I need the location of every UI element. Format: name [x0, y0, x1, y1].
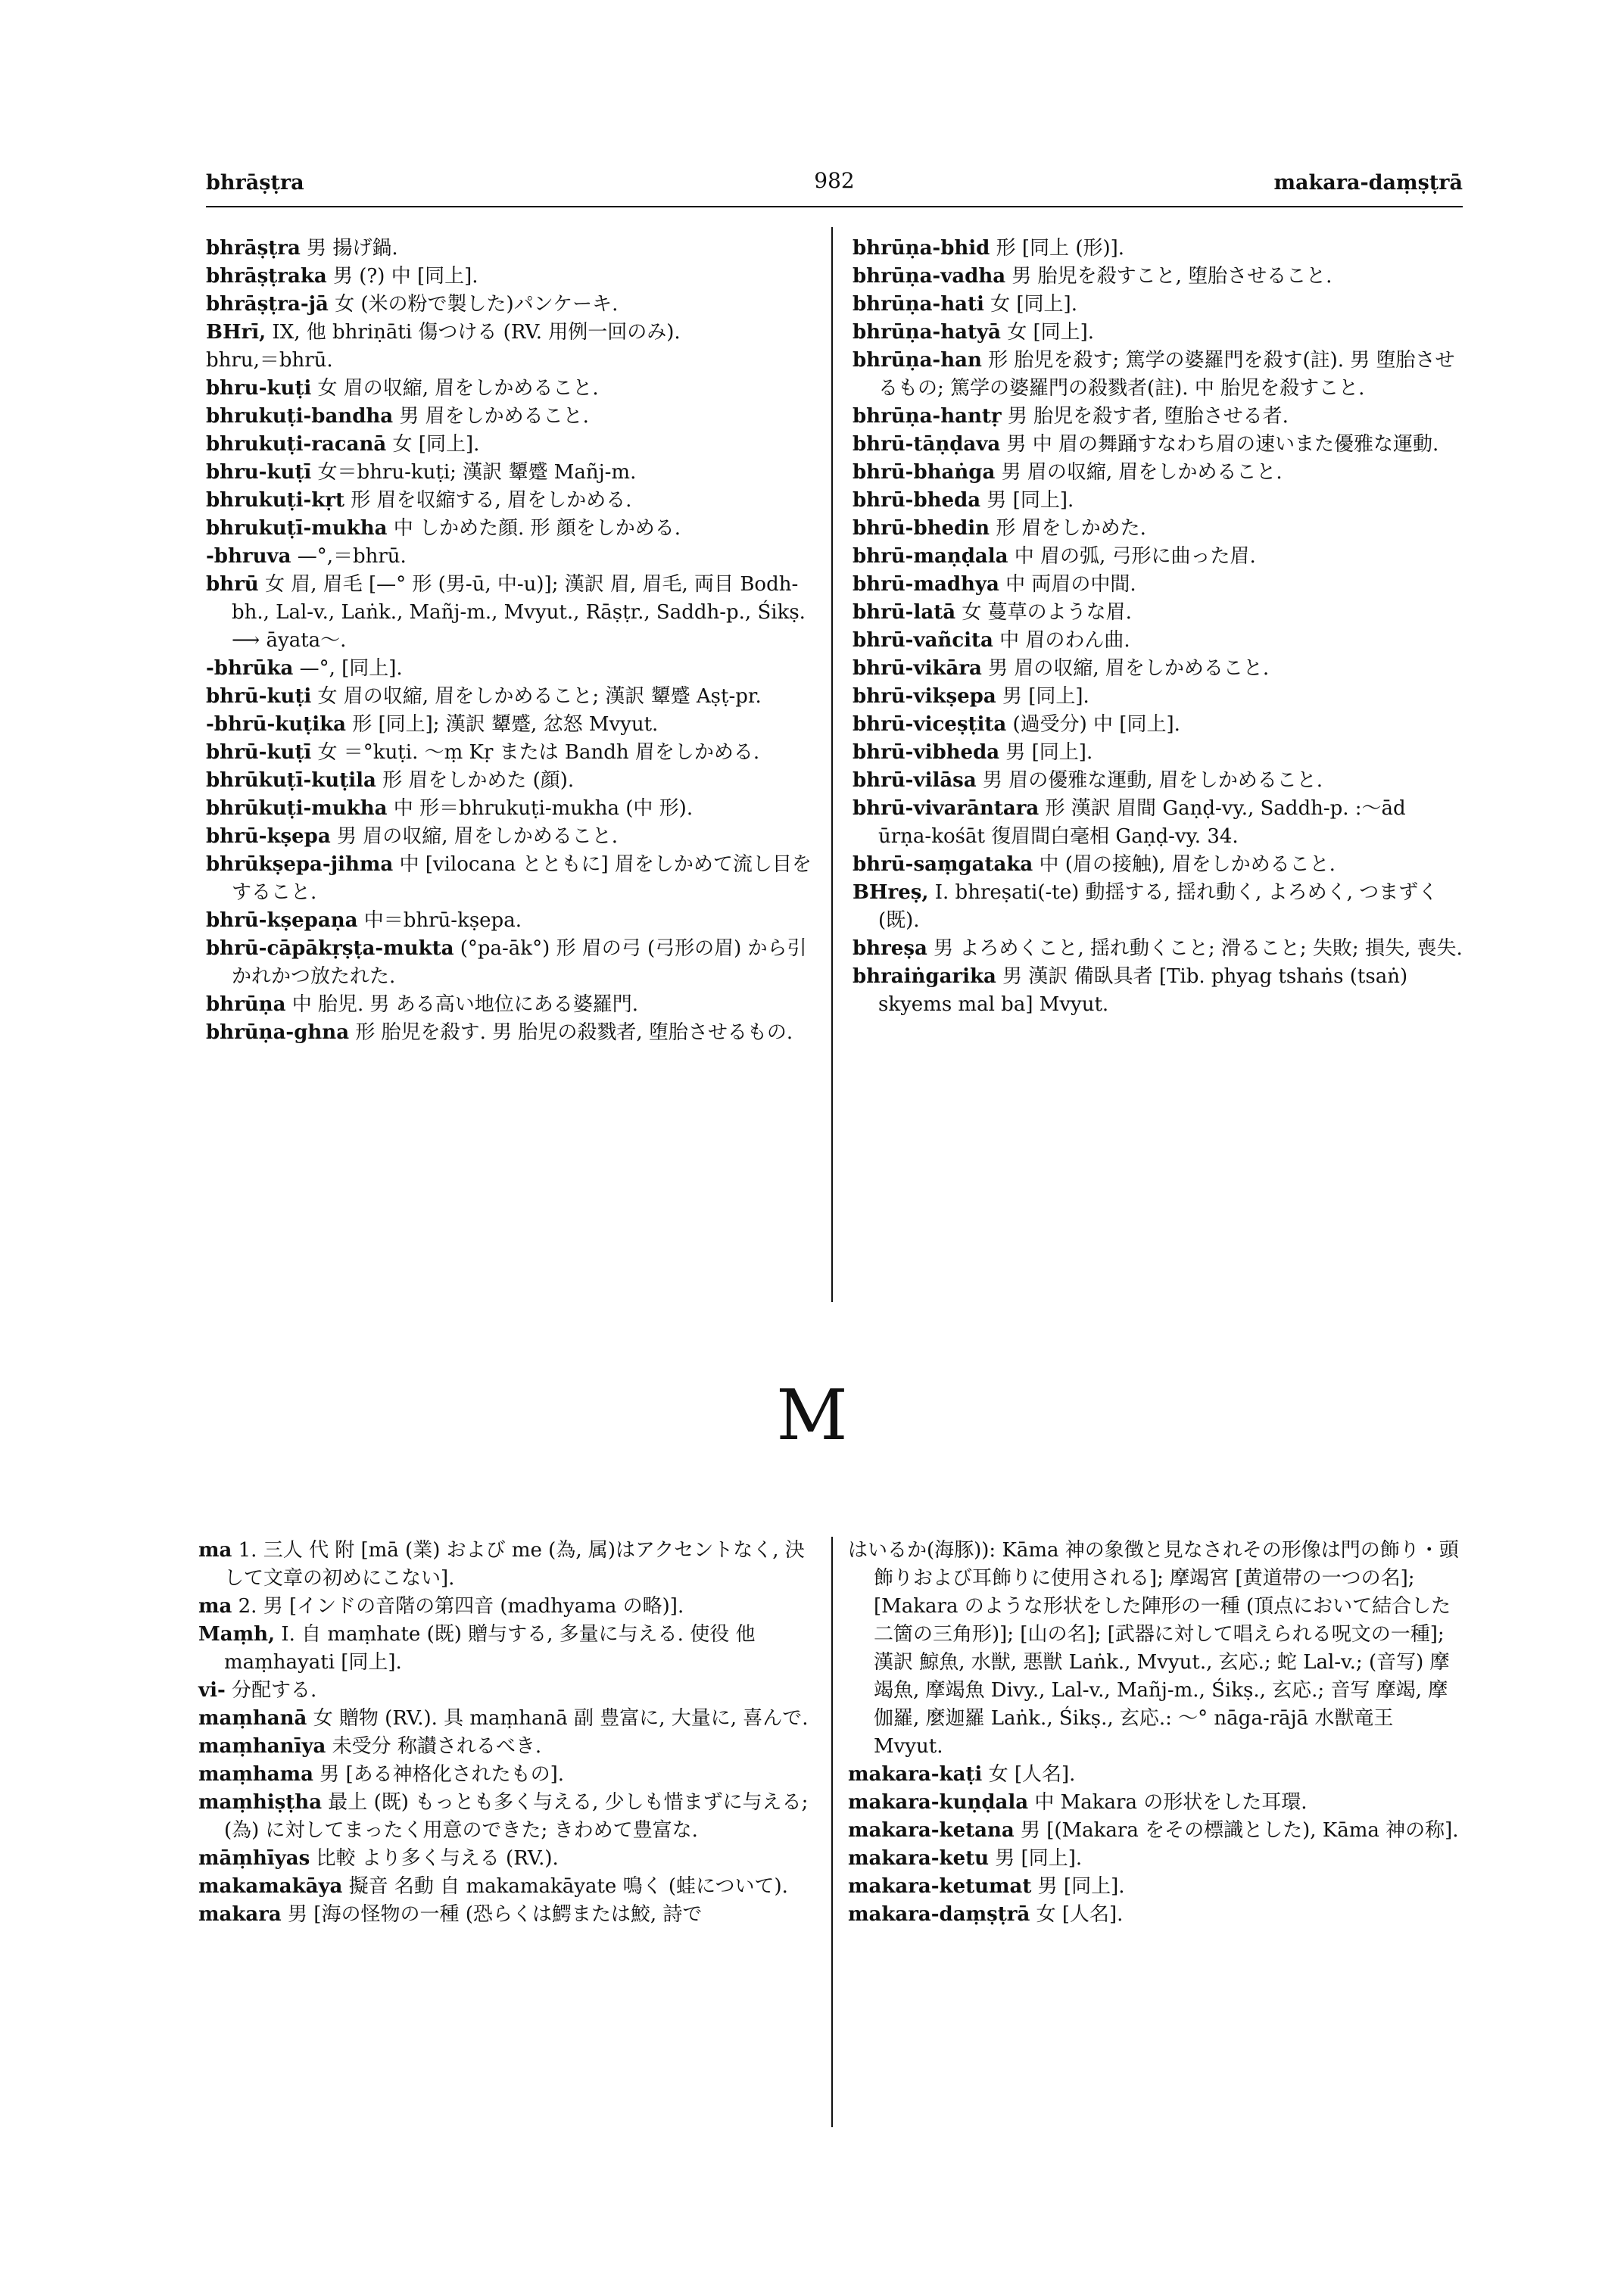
dictionary-entry: bhrūṇa-bhid 形 [同上 (形)].: [853, 237, 1125, 260]
dictionary-entry: bhrū-kuṭi 女 眉の収縮, 眉をしかめること; 漢訳 顰蹙 Aṣṭ-pr.: [206, 685, 762, 708]
dictionary-entry: bhrū-vibheda 男 [同上].: [853, 741, 1093, 764]
dictionary-entry: bhrū-bhaṅga 男 眉の収縮, 眉をしかめること.: [853, 461, 1283, 484]
dictionary-entry: bhrū-vivarāntara 形 漢訳 眉間 Gaṇḍ-vy., Saddh-p. :～ād ūrṇa-kośāt 復眉間白毫相 Gaṇḍ-vy. 34.: [853, 797, 1406, 848]
dictionary-entry: maṃhanīya 未受分 称讃されるべき.: [198, 1735, 542, 1758]
dictionary-entry: maṃhiṣṭha 最上 (既) もっとも多く与える, 少しも惜まずに与える; (為) に対してまったく用意のできた; きわめて豊富な.: [198, 1791, 809, 1842]
dictionary-entry: bhrūṇa-hatyā 女 [同上].: [853, 321, 1095, 344]
dictionary-entry: bhrū-latā 女 蔓草のような眉.: [853, 601, 1132, 624]
dictionary-entry: bhrūṇa 中 胎児. 男 ある高い地位にある婆羅門.: [206, 993, 639, 1016]
dictionary-entry: はいるか(海豚)): Kāma 神の象徴と見なされその形像は門の飾り・頭飾りおよび耳飾りに使用される]; 摩竭宮 [黄道帯の一つの名]; [Makara のような形状をした陣形の一種 (頂点において結合した二箇の三角形)]; [山の名]; [武器に対して唱えられる呪文の一種]; 漢訳 鯨魚, 水獣, 悪獣 Laṅk., Mvyut., 玄応.; 蛇 Lal-v.; (音写) 摩竭魚, 摩竭魚 Divy., Lal-v., Mañj-m., Śikṣ., 玄応.; 音写 摩竭, 摩伽羅, 麼迦羅 Laṅk., Śikṣ., 玄応.: ～° nāga-rājā 水獣竜王 Mvyut.: [848, 1539, 1459, 1758]
dictionary-entry: bhrū-vañcita 中 眉のわん曲.: [853, 629, 1130, 652]
dictionary-entry: Maṃh, I. 自 maṃhate (既) 贈与する, 多量に与える. 使役 他 maṃhayati [同上].: [198, 1623, 756, 1674]
top-right-column: [853, 235, 1463, 1019]
dictionary-entry: bhrāṣṭra 男 揚げ鍋.: [206, 237, 398, 260]
dictionary-entry: ma 2. 男 [インドの音階の第四音 (madhyama の略)].: [198, 1595, 684, 1618]
dictionary-entry: bhru-kuṭī 女＝bhru-kuṭi; 漢訳 顰蹙 Mañj-m.: [206, 461, 637, 484]
dictionary-entry: bhrū-bheda 男 [同上].: [853, 489, 1074, 512]
dictionary-entry: bhrūṇa-vadha 男 胎児を殺すこと, 堕胎させること.: [853, 265, 1333, 288]
dictionary-entry: maṃhama 男 [ある神格化されたもの].: [198, 1763, 565, 1786]
dictionary-entry: -bhruva —°,＝bhrū.: [206, 545, 407, 568]
dictionary-entry: bhrū-viceṣṭita (過受分) 中 [同上].: [853, 713, 1180, 736]
dictionary-entry: bhrū-vilāsa 男 眉の優雅な運動, 眉をしかめること.: [853, 769, 1323, 792]
dictionary-entry: bhrukuṭi-kṛt 形 眉を収縮する, 眉をしかめる.: [206, 489, 632, 512]
dictionary-entry: makara-daṃṣṭrā 女 [人名].: [848, 1903, 1124, 1926]
bottom-left-column: [198, 1537, 812, 1929]
dictionary-entry: bhrūṇa-ghna 形 胎児を殺す. 男 胎児の殺戮者, 堕胎させるもの.: [206, 1021, 793, 1044]
page-number: 982: [814, 168, 855, 193]
dictionary-entry: bhrū-cāpākṛṣṭa-mukta (°pa-āk°) 形 眉の弓 (弓形の眉) から引かれかつ放たれた.: [206, 937, 807, 988]
dictionary-entry: makara 男 [海の怪物の一種 (恐らくは鰐または鮫, 詩で: [198, 1903, 703, 1926]
dictionary-entry: makara-ketumat 男 [同上].: [848, 1875, 1125, 1898]
dictionary-entry: makara-ketu 男 [同上].: [848, 1847, 1083, 1870]
dictionary-entry: bhrū-kṣepaṇa 中＝bhrū-kṣepa.: [206, 909, 522, 932]
header-right-guideword: makara-daṃṣṭrā: [1273, 171, 1463, 195]
dictionary-entry: bhrū-madhya 中 両眉の中間.: [853, 573, 1136, 596]
dictionary-entry: bhrūṇa-han 形 胎児を殺す; 篤学の婆羅門を殺す(註). 男 堕胎させるもの; 篤学の婆羅門の殺戮者(註). 中 胎児を殺すこと.: [853, 349, 1455, 400]
dictionary-entry: bhru-kuṭi 女 眉の収縮, 眉をしかめること.: [206, 377, 599, 400]
dictionary-entry: bhrāṣṭraka 男 (?) 中 [同上].: [206, 265, 478, 288]
dictionary-entry: bhraiṅgarika 男 漢訳 備臥具者 [Tib. phyag tshaṅs (tsaṅ) skyems mal ba] Mvyut.: [853, 965, 1408, 1016]
dictionary-entry: makara-kaṭi 女 [人名].: [848, 1763, 1076, 1786]
dictionary-entry: bhrū-kṣepa 男 眉の収縮, 眉をしかめること.: [206, 825, 619, 848]
dictionary-entry: BHrī, IX, 他 bhriṇāti 傷つける (RV. 用例一回のみ).: [206, 321, 681, 344]
dictionary-entry: -bhrūka —°, [同上].: [206, 657, 403, 680]
dictionary-entry: māṃhīyas 比較 より多く与える (RV.).: [198, 1847, 559, 1870]
dictionary-entry: bhrūkuṭi-mukha 中 形＝bhrukuṭi-mukha (中 形).: [206, 797, 694, 820]
dictionary-entry: bhrū 女 眉, 眉毛 [—° 形 (男-ū, 中-u)]; 漢訳 眉, 眉毛, 両目 Bodh-bh., Lal-v., Laṅk., Mañj-m., Mvyut., Rāṣṭr., Saddh-p., Śikṣ. ⟶ āyata～.: [206, 573, 806, 652]
dictionary-entry: bhrūkṣepa-jihma 中 [vilocana とともに] 眉をしかめて流し目をすること.: [206, 853, 812, 904]
page-header: [206, 160, 1463, 206]
dictionary-entry: bhrū-vikṣepa 男 [同上].: [853, 685, 1089, 708]
dictionary-entry: vi- 分配する.: [198, 1679, 317, 1702]
bottom-column-divider: [831, 1537, 833, 2127]
dictionary-entry: makara-kuṇḍala 中 Makara の形状をした耳環.: [848, 1791, 1308, 1814]
top-column-divider: [831, 227, 833, 1302]
section-letter: M: [776, 1375, 848, 1456]
dictionary-entry: bhrukuṭi-racanā 女 [同上].: [206, 433, 480, 456]
dictionary-entry: bhrāṣṭra-jā 女 (米の粉で製した)パンケーキ.: [206, 293, 619, 316]
dictionary-entry: bhrukuṭi-bandha 男 眉をしかめること.: [206, 405, 589, 428]
dictionary-entry: bhrū-kuṭī 女 ＝°kuṭi. ～ṃ Kṛ または Bandh 眉をしかめる.: [206, 741, 760, 764]
dictionary-entry: bhrūṇa-hantṛ 男 胎児を殺す者, 堕胎させる者.: [853, 405, 1289, 428]
dictionary-entry: makara-ketana 男 [(Makara をその標識とした), Kāma 神の称].: [848, 1819, 1459, 1842]
dictionary-entry: makamakāya 擬音 名動 自 makamakāyate 鳴く (蛙について).: [198, 1875, 788, 1898]
top-left-column: [206, 235, 812, 1047]
dictionary-entry: bhrū-maṇḍala 中 眉の弧, 弓形に曲った眉.: [853, 545, 1256, 568]
bottom-right-column: [848, 1537, 1463, 1929]
dictionary-entry: bhrukuṭī-mukha 中 しかめた顔. 形 顔をしかめる.: [206, 517, 681, 540]
dictionary-entry: BHreṣ, I. bhreṣati(-te) 動揺する, 揺れ動く, よろめく, つまずく (既).: [853, 881, 1439, 932]
dictionary-entry: bhru,＝bhrū.: [206, 349, 333, 372]
dictionary-entry: bhrū-tāṇḍava 男 中 眉の舞踊すなわち眉の速いまた優雅な運動.: [853, 433, 1439, 456]
dictionary-entry: bhrū-bhedin 形 眉をしかめた.: [853, 517, 1146, 540]
dictionary-entry: maṃhanā 女 贈物 (RV.). 具 maṃhanā 副 豊富に, 大量に, 喜んで.: [198, 1707, 809, 1730]
dictionary-entry: -bhrū-kuṭika 形 [同上]; 漢訳 顰蹙, 忿怒 Mvyut.: [206, 713, 659, 736]
header-left-guideword: bhrāṣṭra: [206, 171, 304, 195]
dictionary-entry: bhrū-vikāra 男 眉の収縮, 眉をしかめること.: [853, 657, 1270, 680]
dictionary-entry: bhrūkuṭī-kuṭila 形 眉をしかめた (顔).: [206, 769, 575, 792]
dictionary-entry: bhrūṇa-hati 女 [同上].: [853, 293, 1077, 316]
header-rule: [206, 206, 1463, 207]
dictionary-entry: bhrū-saṃgataka 中 (眉の接触), 眉をしかめること.: [853, 853, 1336, 876]
dictionary-entry: bhreṣa 男 よろめくこと, 揺れ動くこと; 滑ること; 失敗; 損失, 喪失.: [853, 937, 1463, 960]
dictionary-entry: ma 1. 三人 代 附 [mā (業) および me (為, 属)はアクセントなく, 決して文章の初めにこない].: [198, 1539, 805, 1590]
